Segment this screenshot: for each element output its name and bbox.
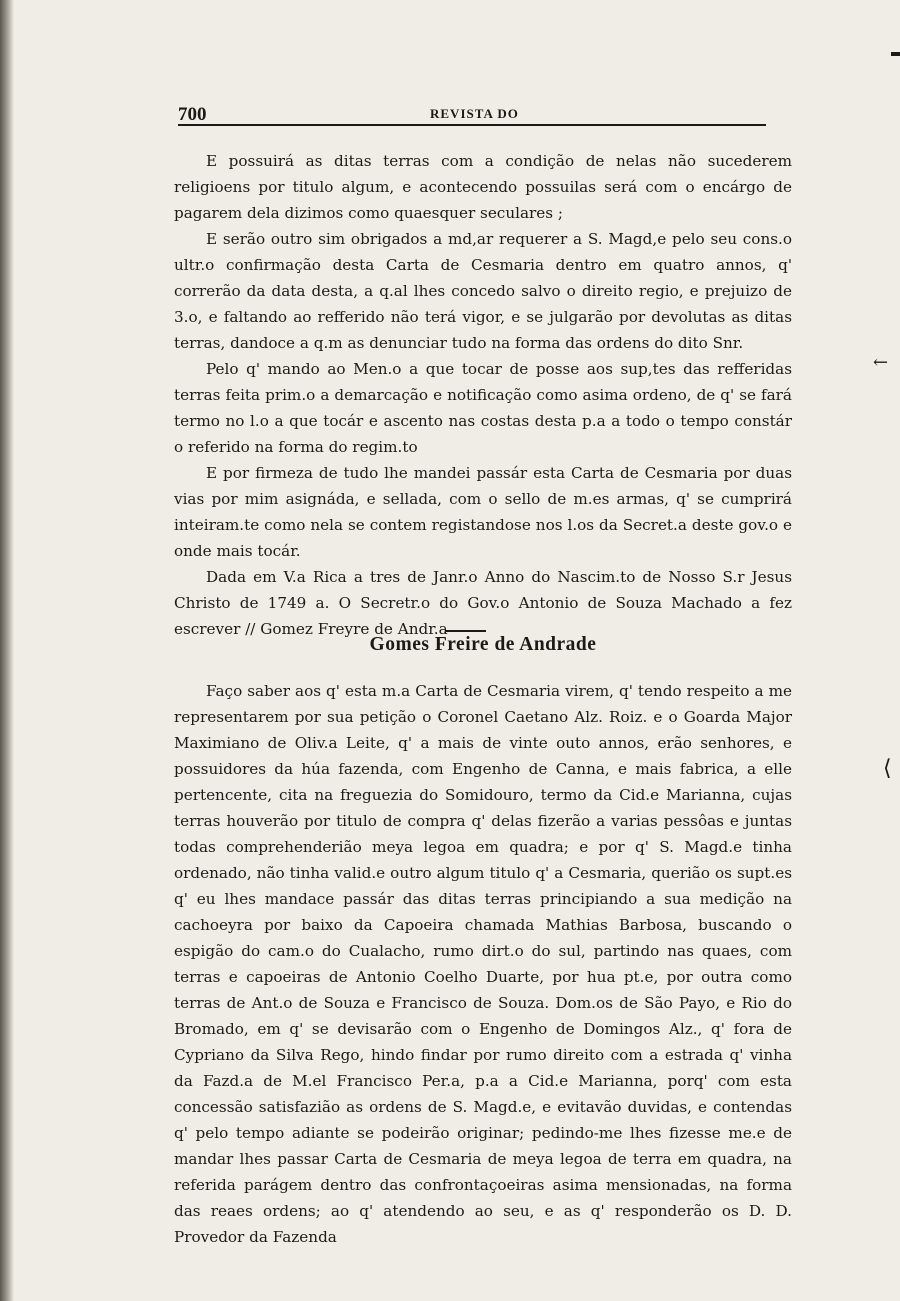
margin-mark-l: ⟨ xyxy=(883,756,892,781)
paragraph: Dada em V.a Rica a tres de Janr.o Anno do Nascim.to de Nosso S.r Jesus Christo de 1749 a. O Secretr.o do Gov.o Antonio de Souza Machado a fez escrever // Gomez Freyre de Andr.a xyxy=(174,568,792,638)
text-block-top xyxy=(174,148,792,642)
header-rule xyxy=(178,124,766,126)
text-block-bottom xyxy=(174,678,792,1250)
paragraph: E por firmeza de tudo lhe mandei passár esta Carta de Cesmaria por duas vias por mim asignáda, e sellada, com o sello de m.es armas, q' se cumprirá inteiram.te como nela se contem registandose nos l.os da Secret.a deste gov.o e onde mais tocár. xyxy=(174,464,792,560)
paragraph: E serão outro sim obrigados a md,ar requerer a S. Magd,e pelo seu cons.o ultr.o confirmação desta Carta de Cesmaria dentro em quatro annos, q' correrão da data desta, a q.al lhes concedo salvo o direito regio, e prejuizo de 3.o, e faltando ao refferido não terá vigor, e se julgarão por devolutas as ditas terras, dandoce a q.m as denunciar tudo na forma das ordens do dito Snr. xyxy=(174,230,792,352)
paragraph: Faço saber aos q' esta m.a Carta de Cesmaria virem, q' tendo respeito a me representarem por sua petição o Coronel Caetano Alz. Roiz. e o Goarda Major Maximiano de Oliv.a Leite, q' a mais de vinte outo annos, erão senhores, e possuidores da húa fazenda, com Engenho de Canna, e mais fabrica, a elle pertencente, cita na freguezia do Somidouro, termo da Cid.e Marianna, cujas terras houverão por titulo de compra q' delas fizerão a varias pessôas e juntas todas comprehenderião meya legoa em quadra; e por q' S. Magd.e tinha ordenado, não tinha valid.e outro algum titulo q' a Cesmaria, querião os supt.es q' eu lhes mandace passár das ditas terras principiando a sua medição na cachoeyra por baixo da Capoeira chamada Mathias Barbosa, buscando o espigão do cam.o do Cualacho, rumo dirt.o do sul, partindo nas quaes, com terras e capoeiras de Antonio Coelho Duarte, por hua pt.e, por outra como terras de Ant.o de Souza e Francisco de Souza. Dom.os de São Payo, e Rio do Bromado, em q' se devisarão com o Engenho de Domingos Alz., q' fora de Cypriano da Silva Rego, hindo findar por rumo direito com a estrada q' vinha da Fazd.a de M.el Francisco Per.a, p.a a Cid.e Marianna, porq' com esta concessão satisfazião as ordens de S. Magd.e, e evitavão duvidas, e contendas q' pelo tempo adiante se podeirão originar; pedindo-me lhes fizesse me.e de mandar lhes passar Carta de Cesmaria de meya legoa de terra em quadra, na referida parágem dentro das confrontaçoeiras asima mensionadas, na forma das reaes ordens; ao q' atendendo ao seu, e as q' responderão os D. D. Provedor da Fazenda xyxy=(174,682,792,1246)
paragraph: Pelo q' mando ao Men.o a que tocar de posse aos sup,tes das refferidas terras feita prim.o a demarcação e notificação como asima ordeno, de q' se fará termo no l.o a que tocár e ascento nas costas desta p.a a todo o tempo constár o referido na forma do regim.to xyxy=(174,360,792,456)
page-number: 700 xyxy=(178,104,207,125)
section-rule xyxy=(446,630,486,632)
page-header xyxy=(178,100,766,126)
paragraph: E possuirá as ditas terras com a condição de nelas não sucederem religioens por titulo algum, e acontecendo possuilas será com o encárgo de pagarem dela dizimos como quaesquer seculares ; xyxy=(174,152,792,222)
margin-mark xyxy=(891,52,900,56)
running-head: REVISTA DO xyxy=(430,106,519,121)
margin-arrow-mark: ← xyxy=(873,352,889,373)
section-title: Gomes Freire de Andrade xyxy=(369,634,597,655)
binding-edge-shadow xyxy=(0,0,14,1301)
